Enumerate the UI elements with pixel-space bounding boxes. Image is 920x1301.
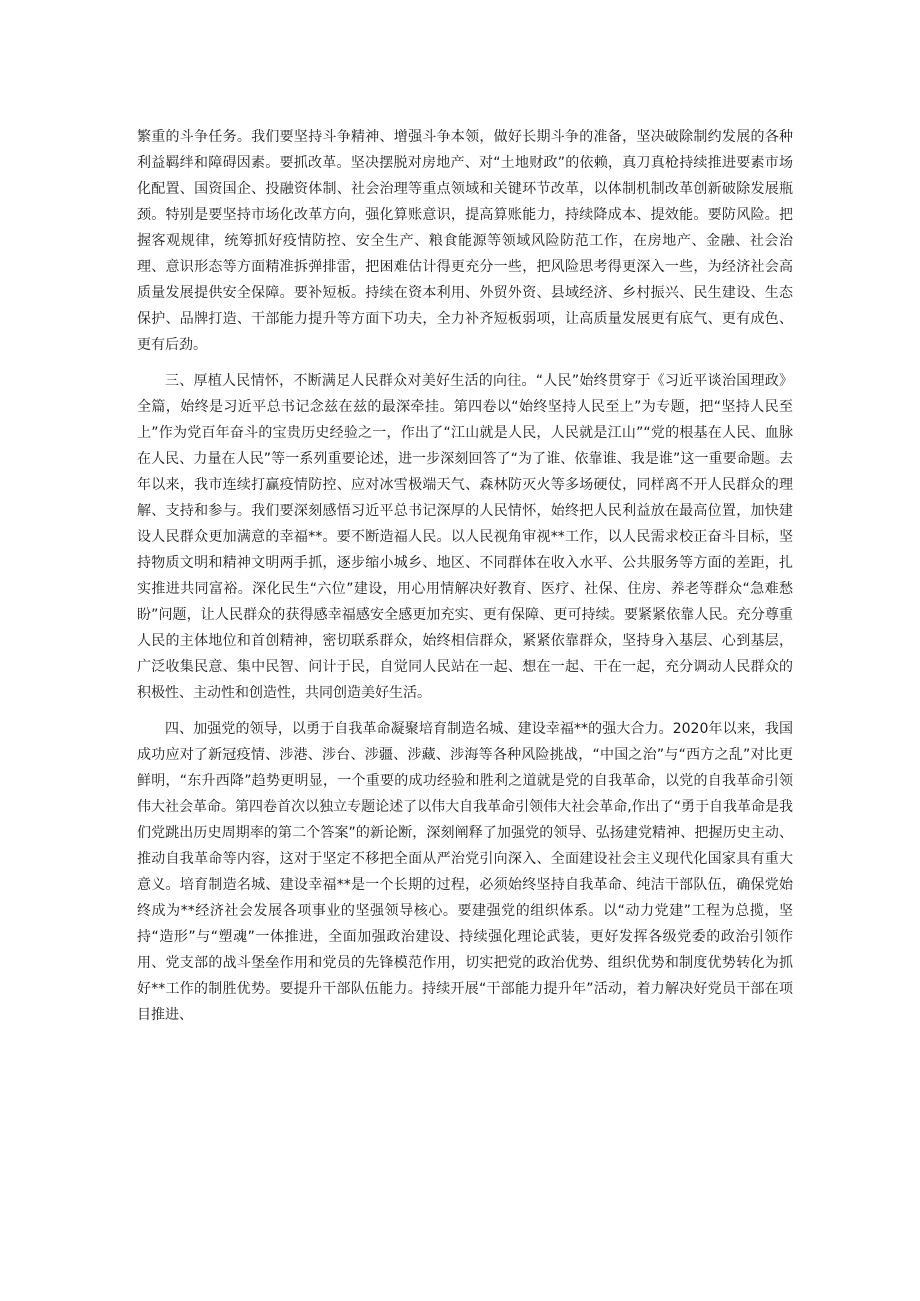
paragraph-section-four-party-leadership: 四、加强党的领导，以勇于自我革命凝聚培育制造名城、建设幸福**的强大合力。2020年以来，我国成功应对了新冠疫情、涉港、涉台、涉疆、涉藏、涉海等各种风险挑战，“中国之治”与“西方之乱”对比更鲜明，“东升西降”趋势更明显，一个重要的成功经验和胜利之道就是党的自我革命，以党的自我革命引领伟大社会革命。第四卷首次以独立专题论述了以伟大自我革命引领伟大社会革命,作出了“勇于自我革命是我们党跳出历史周期率的第二个答案”的新论断，深刻阐释了加强党的领导、弘扬建党精神、把握历史主动、推动自我革命等内容，这对于坚定不移把全面从严治党引向深入、全面建设社会主义现代化国家具有重大意义。培育制造名城、建设幸福**是一个长期的过程，必须始终坚持自我革命、纯洁干部队伍，确保党始终成为**经济社会发展各项事业的坚强领导核心。要建强党的组织体系。以“动力党建”工程为总揽，坚持“造形”与“塑魂”一体推进，全面加强政治建设、持续强化理论武装，更好发挥各级党委的政治引领作用、党支部的战斗堡垒作用和党员的先锋模范作用，切实把党的政治优势、组织优势和制度优势转化为抓好**工作的制胜优势。要提升干部队伍能力。持续开展“干部能力提升年”活动，着力解决好党员干部在项目推进、 xyxy=(137,721,793,1023)
paragraph-continuation-reform: 繁重的斗争任务。我们要坚持斗争精神、增强斗争本领，做好长期斗争的准备，坚决破除制约发展的各种利益羁绊和障碍因素。要抓改革。坚决摆脱对房地产、对“土地财政”的依赖，真刀真枪持续推进要素市场化配置、国资国企、投融资体制、社会治理等重点领域和关键环节改革，以体制机制改革创新破除发展瓶颈。特别是要坚持市场化改革方向，强化算账意识，提高算账能力，持续降成本、提效能。要防风险。把握客观规律，统筹抓好疫情防控、安全生产、粮食能源等领域风险防范工作，在房地产、金融、社会治理、意识形态等方面精准拆弹排雷，把困难估计得更充分一些，把风险思考得更深入一些，为经济社会高质量发展提供安全保障。要补短板。持续在资本利用、外贸外资、县域经济、乡村振兴、民生建设、生态保护、品牌打造、干部能力提升等方面下功夫，全力补齐短板弱项，让高质量发展更有底气、更有成色、更有后劲。 xyxy=(137,129,793,353)
document-body xyxy=(137,124,793,1028)
paragraph-section-three-people: 三、厚植人民情怀，不断满足人民群众对美好生活的向往。“人民”始终贯穿于《习近平谈治国理政》全篇，始终是习近平总书记念兹在兹的最深牵挂。第四卷以“始终坚持人民至上”为专题，把“坚持人民至上”作为党百年奋斗的宝贵历史经验之一，作出了“江山就是人民，人民就是江山”“党的根基在人民、血脉在人民、力量在人民”等一系列重要论述，进一步深刻回答了“为了谁、依靠谁、我是谁”这一重要命题。去年以来，我市连续打赢疫情防控、应对冰雪极端天气、森林防灭火等多场硬仗，同样离不开人民群众的理解、支持和参与。我们要深刻感悟习近平总书记深厚的人民情怀，始终把人民利益放在最高位置，加快建设人民群众更加满意的幸福**。要不断造福人民。以人民视角审视**工作，以人民需求校正奋斗目标，坚持物质文明和精神文明两手抓，逐步缩小城乡、地区、不同群体在收入水平、公共服务等方面的差距，扎实推进共同富裕。深化民生“六位”建设，用心用情解决好教育、医疗、社保、住房、养老等群众“急难愁盼”问题，让人民群众的获得感幸福感安全感更加充实、更有保障、更可持续。要紧紧依靠人民。充分尊重人民的主体地位和首创精神，密切联系群众，始终相信群众，紧紧依靠群众，坚持身入基层、心到基层，广泛收集民意、集中民智、问计于民，自觉同人民站在一起、想在一起、干在一起，充分调动人民群众的积极性、主动性和创造性，共同创造美好生活。 xyxy=(137,373,793,701)
